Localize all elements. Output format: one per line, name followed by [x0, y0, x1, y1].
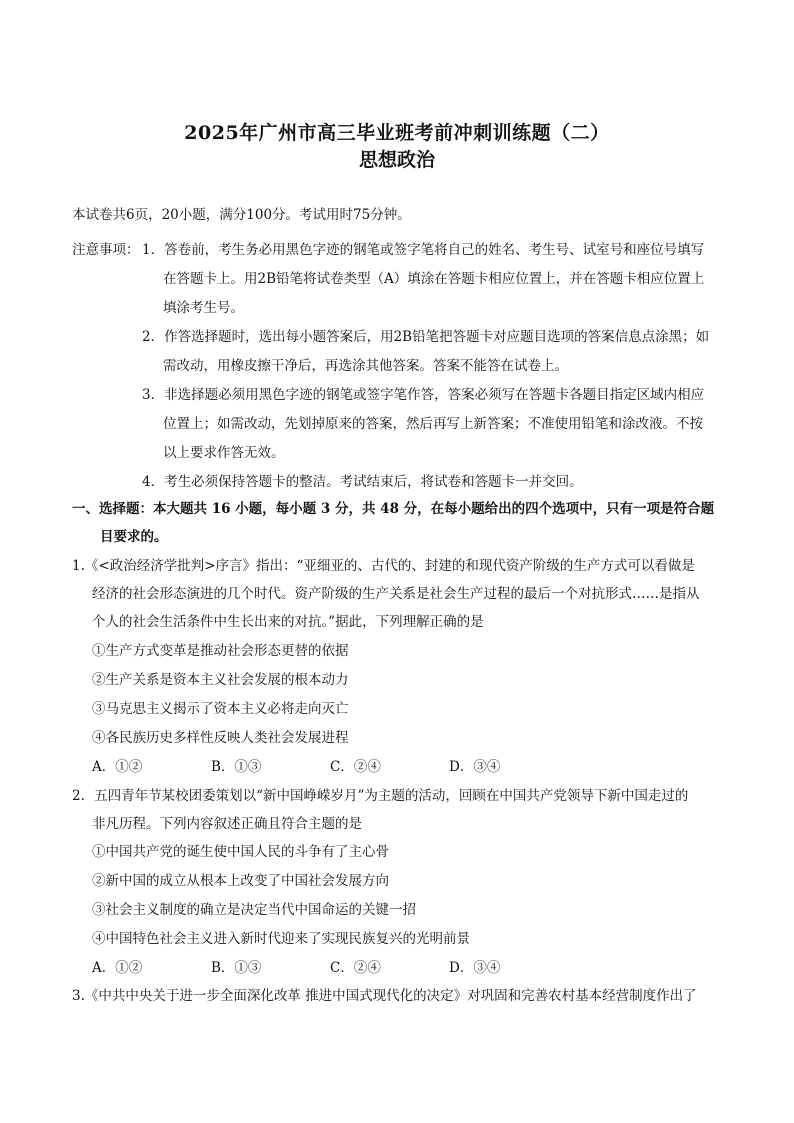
- q1-statement-2: ②生产关系是资本主义社会发展的根本动力: [92, 672, 349, 688]
- section-1-heading: 一、选择题：本大题共 16 小题，每小题 3 分，共 48 分，在每小题给出的四个选项中，只有一项是符合题: [72, 501, 715, 517]
- exam-intro: 本试卷共6页，20小题，满分100分。考试用时75分钟。: [72, 207, 411, 223]
- note-3-line-1: 3．非选择题必须用黑色字迹的钢笔或签字笔作答，答案必须写在答题卡各题目指定区域内相应: [142, 387, 705, 403]
- q2-option-b[interactable]: B．①③: [211, 960, 262, 976]
- q1-option-c[interactable]: C．②④: [330, 759, 381, 775]
- q2-option-d[interactable]: D．③④: [449, 960, 501, 976]
- note-2-line-1: 2．作答选择题时，选出每小题答案后，用2B铅笔把答题卡对应题目选项的答案信息点涂黑；如: [142, 329, 710, 345]
- q1-statement-3: ③马克思主义揭示了资本主义必将走向灭亡: [92, 701, 349, 717]
- q3-stem-line-1: 3.《中共中央关于进一步全面深化改革 推进中国式现代化的决定》对巩固和完善农村基本经营制度作出了: [72, 988, 697, 1004]
- notes-label: 注意事项：: [72, 242, 140, 258]
- note-1-line-2: 在答题卡上。用2B铅笔将试卷类型（A）填涂在答题卡相应位置上，并在答题卡相应位置上: [163, 271, 705, 287]
- note-1-line-3: 填涂考生号。: [163, 300, 244, 316]
- note-1-line-1: 1．答卷前，考生务必用黑色字迹的钢笔或签字笔将自己的姓名、考生号、试室号和座位号填写: [142, 242, 705, 258]
- q2-stem-line-2: 非凡历程。下列内容叙述正确且符合主题的是: [92, 816, 362, 832]
- q2-options: [92, 958, 568, 978]
- q2-statement-4: ④中国特色社会主义进入新时代迎来了实现民族复兴的光明前景: [92, 931, 470, 947]
- note-3-line-2: 位置上；如需改动，先划掉原来的答案，然后再写上新答案；不准使用铅笔和涂改液。不按: [163, 416, 703, 432]
- exam-title: 2025年广州市高三毕业班考前冲刺训练题（二）: [184, 122, 610, 144]
- exam-subject: 思想政治: [358, 149, 435, 171]
- q2-option-a[interactable]: A．①②: [92, 960, 143, 976]
- q1-statement-4: ④各民族历史多样性反映人类社会发展进程: [92, 730, 349, 746]
- q2-stem-line-1: 2．五四青年节某校团委策划以“新中国峥嵘岁月”为主题的活动，回顾在中国共产党领导下新中国走过的: [72, 788, 689, 804]
- note-2-line-2: 需改动，用橡皮擦干净后，再选涂其他答案。答案不能答在试卷上。: [163, 358, 568, 374]
- q1-option-b[interactable]: B．①③: [211, 759, 262, 775]
- q1-option-d[interactable]: D．③④: [449, 759, 501, 775]
- note-4-line-1: 4．考生必须保持答题卡的整洁。考试结束后，将试卷和答题卡一并交回。: [142, 474, 583, 490]
- q2-statement-2: ②新中国的成立从根本上改变了中国社会发展方向: [92, 873, 389, 889]
- q1-stem-line-1: 1.《<政治经济学批判>序言》指出：“亚细亚的、古代的、封建的和现代资产阶级的生产方式可以看做是: [72, 558, 695, 574]
- q1-stem-line-3: 个人的社会生活条件中生长出来的对抗。”据此，下列理解正确的是: [92, 614, 484, 630]
- note-3-line-3: 以上要求作答无效。: [163, 445, 285, 461]
- q2-option-c[interactable]: C．②④: [330, 960, 381, 976]
- section-1-heading-cont: 目要求的。: [100, 529, 168, 545]
- q2-statement-1: ①中国共产党的诞生使中国人民的斗争有了主心骨: [92, 844, 389, 860]
- title-block: [0, 120, 794, 174]
- q1-stem-line-2: 经济的社会形态演进的几个时代。资产阶级的生产关系是社会生产过程的最后一个对抗形式……是指从: [92, 586, 700, 602]
- q1-options: [92, 757, 568, 777]
- q2-statement-3: ③社会主义制度的确立是决定当代中国命运的关键一招: [92, 902, 416, 918]
- q1-statement-1: ①生产方式变革是推动社会形态更替的依据: [92, 643, 349, 659]
- q1-option-a[interactable]: A．①②: [92, 759, 143, 775]
